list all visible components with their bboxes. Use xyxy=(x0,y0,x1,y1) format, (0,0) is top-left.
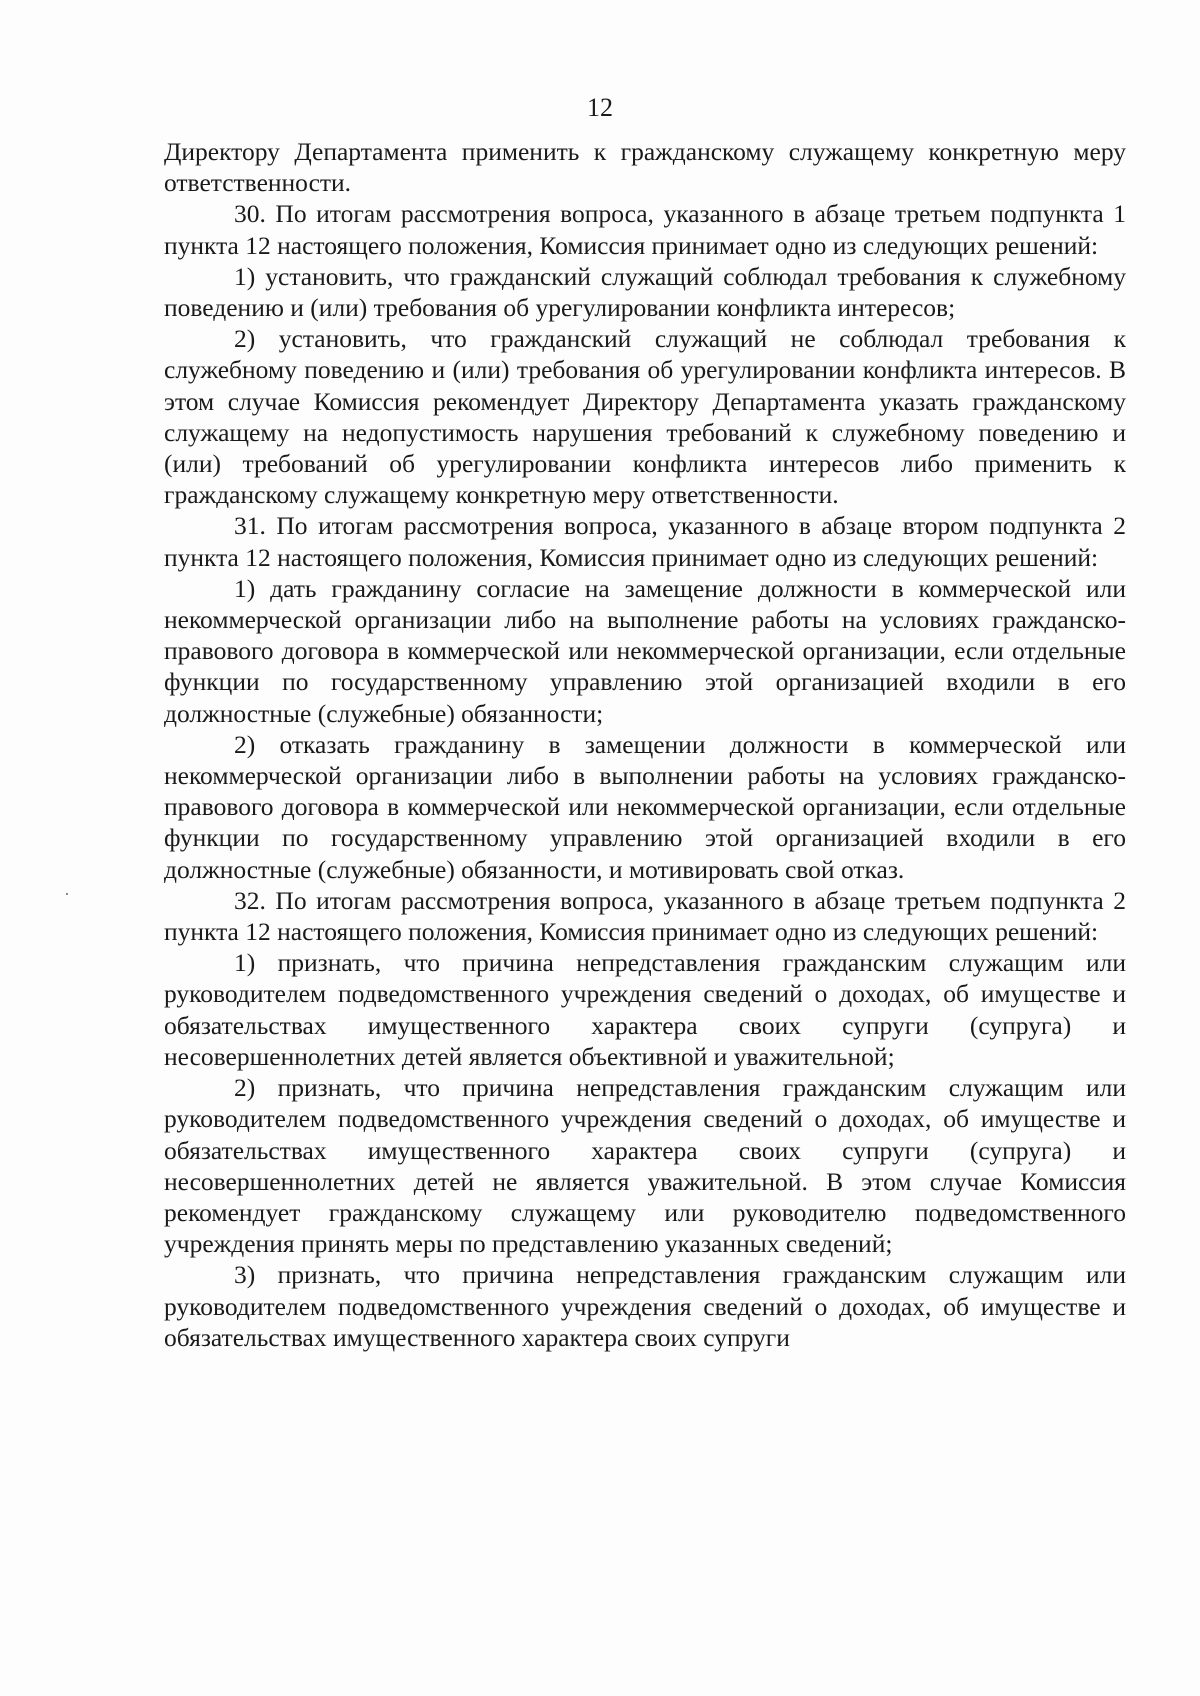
paragraph-31-subitem-2: 2) отказать гражданину в замещении должности в коммерческой или некоммерческой организации либо в выполнении работы на условиях гражданско-правового договора в коммерческой или некоммерческой организации, если отдельные функции по государственному управлению этой организацией входили в его должностные (служебные) обязанности, и мотивировать свой отказ. xyxy=(164,729,1126,884)
paragraph-31-subitem-1: 1) дать гражданину согласие на замещение должности в коммерческой или некоммерческой организации либо на выполнение работы на условиях гражданско-правового договора в коммерческой или некоммерческой организации, если отдельные функции по государственному управлению этой организацией входили в его должностные (служебные) обязанности; xyxy=(164,573,1126,728)
paragraph-item-32: 32. По итогам рассмотрения вопроса, указанного в абзаце третьем подпункта 2 пункта 12 настоящего положения, Комиссия принимает одно из следующих решений: xyxy=(164,885,1126,947)
paragraph-32-subitem-1: 1) признать, что причина непредставления гражданским служащим или руководителем подведомственного учреждения сведений о доходах, об имуществе и обязательствах имущественного характера своих супруги (супруга) и несовершеннолетних детей является объективной и уважительной; xyxy=(164,948,1126,1071)
document-body xyxy=(164,136,1126,1353)
paragraph-continuation: Директору Департамента применить к гражданскому служащему конкретную меру ответственности. xyxy=(164,137,1126,198)
page-number: 12 xyxy=(587,93,613,122)
paragraph-item-31: 31. По итогам рассмотрения вопроса, указанного в абзаце втором подпункта 2 пункта 12 настоящего положения, Комиссия принимает одно из следующих решений: xyxy=(164,511,1126,572)
paragraph-30-subitem-1: 1) установить, что гражданский служащий соблюдал требования к служебному поведению и (или) требования об урегулировании конфликта интересов; xyxy=(164,261,1126,323)
paragraph-32-subitem-2: 2) признать, что причина непредставления гражданским служащим или руководителем подведомственного учреждения сведений о доходах, об имуществе и обязательствах имущественного характера своих супруги (супруга) и несовершеннолетних детей не является уважительной. В этом случае Комиссия рекомендует гражданскому служащему или руководителю подведомственного учреждения принять меры по представлению указанных сведений; xyxy=(164,1073,1126,1259)
paragraph-32-subitem-3: 3) признать, что причина непредставления гражданским служащим или руководителем подведомственного учреждения сведений о доходах, об имуществе и обязательствах имущественного характера своих супруги xyxy=(164,1260,1126,1352)
paragraph-item-30: 30. По итогам рассмотрения вопроса, указанного в абзаце третьем подпункта 1 пункта 12 настоящего положения, Комиссия принимает одно из следующих решений: xyxy=(164,199,1126,260)
scan-speck xyxy=(66,893,68,895)
paragraph-30-subitem-2: 2) установить, что гражданский служащий не соблюдал требования к служебному поведению и (или) требования об урегулировании конфликта интересов. В этом случае Комиссия рекомендует Директору Департамента указать гражданскому служащему на недопустимость нарушения требований к служебному поведению и (или) требований об урегулировании конфликта интересов либо применить к гражданскому служащему конкретную меру ответственности. xyxy=(164,324,1126,510)
